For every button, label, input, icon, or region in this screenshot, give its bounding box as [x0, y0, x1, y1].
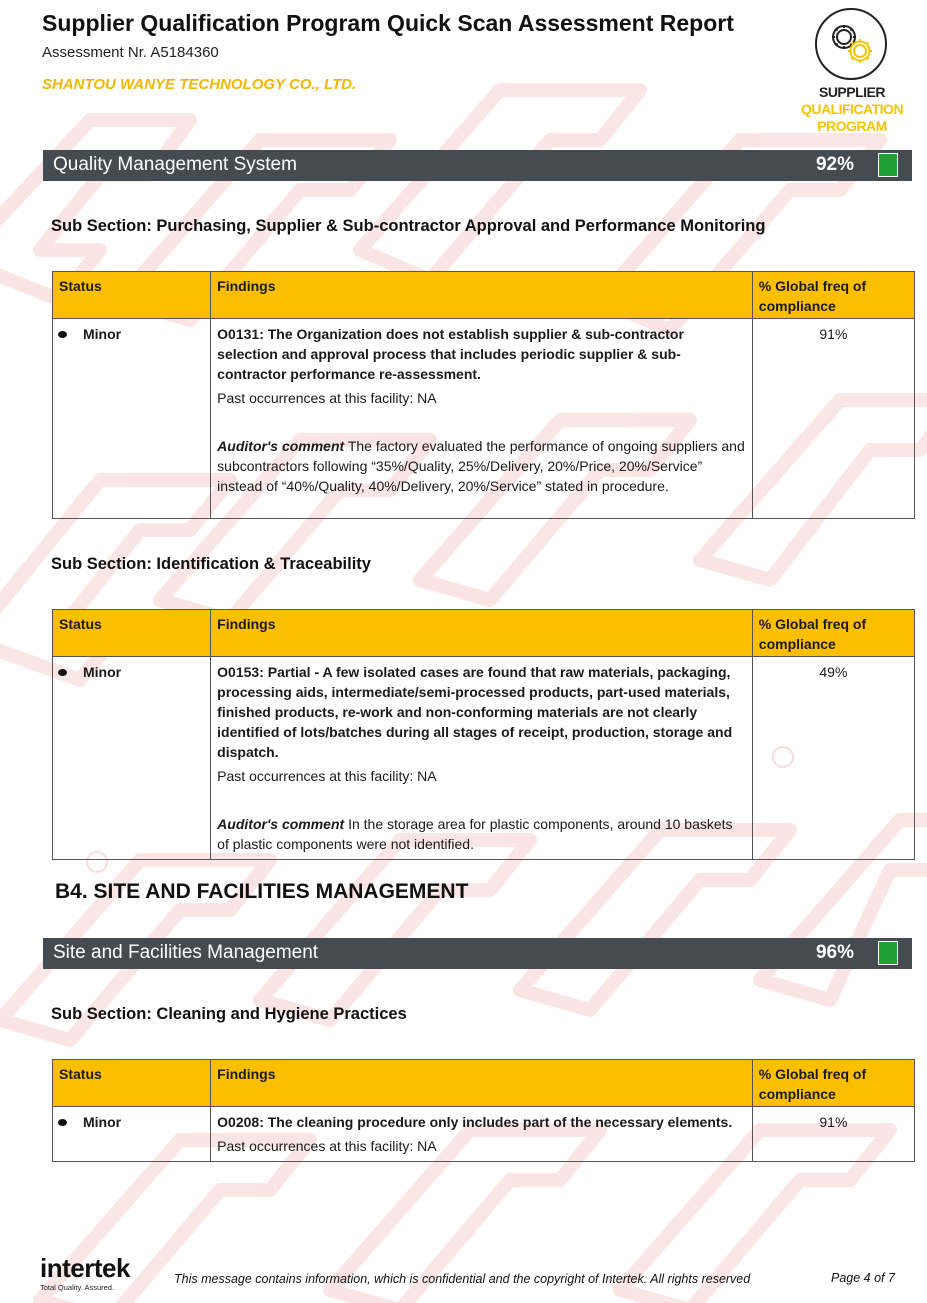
auditor-comment-text: The factory evaluated the performance of ongoing suppliers and subcontractors following “35%/Quality, 25%/Delivery, 20%/Price, 20%/Service” instead of “40%/Quality, 40%/Delivery, 20%/Service” stated in procedure.: [217, 438, 745, 494]
findings-cell: [211, 1107, 753, 1162]
freq-column-header: % Global freq of compliance: [752, 610, 914, 657]
freq-value: 91%: [752, 319, 914, 519]
findings-table-purchasing: [52, 271, 915, 519]
freq-value: 91%: [752, 1107, 914, 1162]
table-row: [53, 319, 915, 519]
status-cell: [53, 1107, 211, 1162]
sfm-status-indicator: [878, 941, 898, 965]
company-name: SHANTOU WANYE TECHNOLOGY CO., LTD.: [42, 76, 357, 93]
past-occurrences: Past occurrences at this facility: NA: [217, 1138, 437, 1154]
table-row: [53, 1107, 915, 1162]
sfm-score: 96%: [815, 942, 854, 963]
logo-line-supplier: SUPPLIER: [818, 84, 885, 100]
status-value: Minor: [83, 1114, 122, 1130]
findings-column-header: Findings: [211, 1060, 753, 1107]
bullet-icon: [58, 1119, 67, 1126]
sfm-section-bar: [43, 938, 912, 969]
subsection-heading-traceability: Sub Section: Identification & Traceability: [51, 555, 371, 573]
table-row: [53, 657, 915, 860]
status-value: Minor: [83, 326, 122, 342]
status-cell: [53, 319, 211, 519]
findings-column-header: Findings: [211, 272, 753, 319]
table-header-row: [53, 1060, 915, 1107]
bullet-icon: [58, 669, 67, 676]
intertek-logo: [40, 1254, 130, 1292]
findings-table-cleaning: [52, 1059, 915, 1162]
past-occurrences: Past occurrences at this facility: NA: [217, 390, 437, 406]
finding-text: O0131: The Organization does not establish supplier & sub-contractor selection and approval process that includes periodic supplier & sub-contractor performance re-assessment.: [217, 326, 684, 382]
qms-status-indicator: [878, 153, 898, 177]
gears-icon: [813, 6, 889, 82]
finding-text: O0153: Partial - A few isolated cases are found that raw materials, packaging, processing aids, intermediate/semi-processed products, part-used materials, finished products, re-work and non-conforming materials are not clearly identified of lots/batches during all stages of receipt, production, storage and dispatch.: [217, 664, 733, 760]
auditor-comment-text: In the storage area for plastic components, around 10 baskets of plastic components were not identified.: [217, 816, 733, 852]
finding-text: O0208: The cleaning procedure only includes part of the necessary elements.: [217, 1114, 733, 1130]
page-number: Page 4 of 7: [831, 1271, 895, 1285]
subsection-heading-purchasing: Sub Section: Purchasing, Supplier & Sub-contractor Approval and Performance Monitoring: [51, 217, 766, 235]
auditor-comment: [217, 814, 746, 854]
logo-line-qualification: QUALIFICATION: [800, 101, 904, 117]
qms-section-bar: [43, 150, 912, 181]
bullet-icon: [58, 331, 67, 338]
sfm-section-title: Site and Facilities Management: [53, 942, 319, 963]
report-title: Supplier Qualification Program Quick Scan Assessment Report: [42, 10, 734, 36]
auditor-comment-label: Auditor's comment: [217, 438, 345, 454]
intertek-brand: intertek: [40, 1253, 130, 1283]
status-cell: [53, 657, 211, 860]
confidentiality-notice: This message contains information, which is confidential and the copyright of Intertek. All rights reserved: [174, 1272, 751, 1286]
findings-column-header: Findings: [211, 610, 753, 657]
past-occurrences: Past occurrences at this facility: NA: [217, 768, 437, 784]
qms-section-title: Quality Management System: [53, 154, 297, 175]
freq-value: 49%: [752, 657, 914, 860]
sqp-logo: [796, 6, 908, 138]
freq-column-header: % Global freq of compliance: [752, 1060, 914, 1107]
assessment-number: Assessment Nr. A5184360: [42, 44, 219, 61]
intertek-tagline: Total Quality. Assured.: [40, 1283, 115, 1292]
qms-score: 92%: [815, 154, 854, 175]
section-heading-b4: B4. SITE AND FACILITIES MANAGEMENT: [55, 880, 469, 903]
freq-column-header: % Global freq of compliance: [752, 272, 914, 319]
logo-line-program: PROGRAM: [817, 118, 887, 134]
subsection-heading-cleaning: Sub Section: Cleaning and Hygiene Practices: [51, 1005, 407, 1023]
status-column-header: Status: [53, 272, 211, 319]
findings-cell: [211, 657, 753, 860]
status-column-header: Status: [53, 610, 211, 657]
table-header-row: [53, 272, 915, 319]
findings-cell: [211, 319, 753, 519]
table-header-row: [53, 610, 915, 657]
findings-table-traceability: [52, 609, 915, 860]
status-value: Minor: [83, 664, 122, 680]
auditor-comment: [217, 436, 746, 496]
auditor-comment-label: Auditor's comment: [217, 816, 345, 832]
status-column-header: Status: [53, 1060, 211, 1107]
